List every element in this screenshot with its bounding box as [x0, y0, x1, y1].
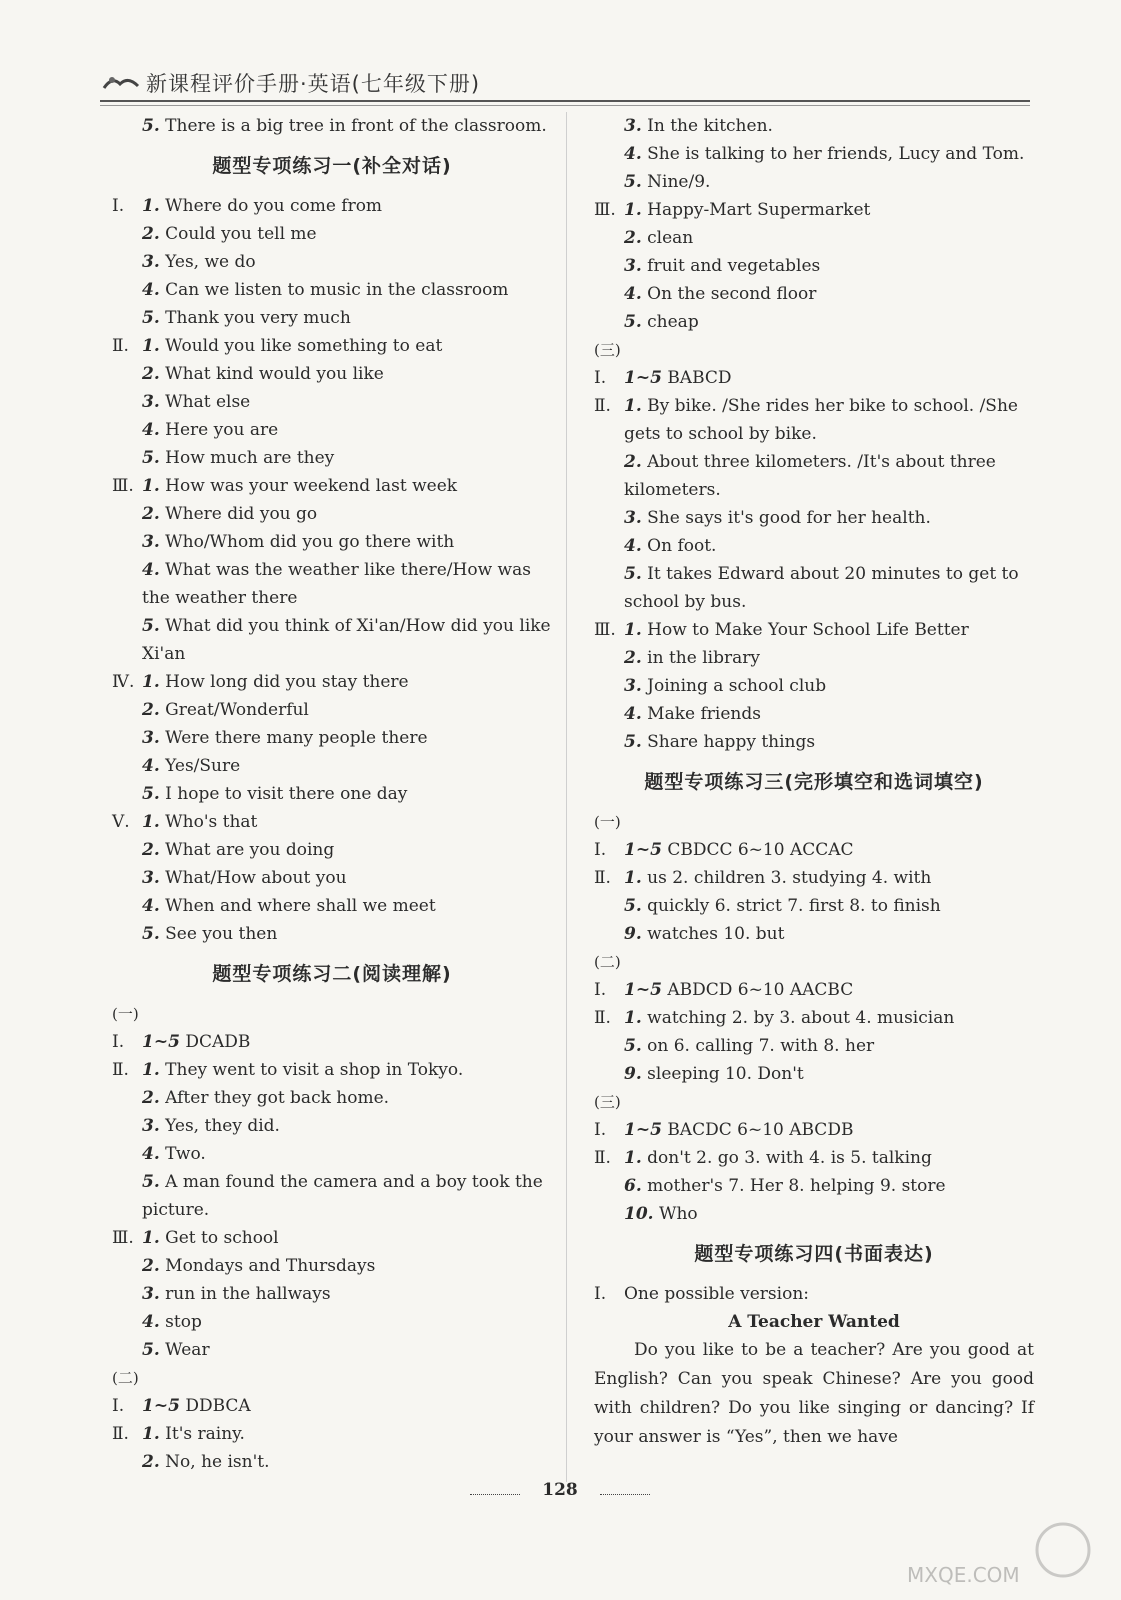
- item-number: 1.: [142, 1228, 160, 1248]
- answer-text: How long did you stay there: [165, 672, 409, 692]
- item-number: 5.: [624, 172, 642, 192]
- header-title: 新课程评价手册·英语(七年级下册): [146, 72, 481, 96]
- answer-text: Yes, they did.: [165, 1116, 280, 1136]
- roman-index: Ⅱ.: [112, 1424, 129, 1444]
- answer-text: BABCD: [667, 368, 732, 388]
- answer-line: [594, 976, 1034, 1004]
- item-number: 1~5: [624, 980, 662, 1000]
- answer-line: [112, 1056, 552, 1084]
- answer-line: [594, 1144, 1034, 1172]
- answer-line: [112, 304, 552, 332]
- answer-line: [112, 696, 552, 724]
- answer-line: [112, 864, 552, 892]
- roman-index: Ⅱ.: [594, 1008, 611, 1028]
- answer-text: Thank you very much: [165, 308, 351, 328]
- answer-text: Mondays and Thursdays: [165, 1256, 376, 1276]
- page-header: [100, 64, 1030, 102]
- roman-index: Ⅰ.: [112, 196, 125, 216]
- answer-line: [594, 140, 1034, 168]
- item-number: 2.: [142, 1088, 160, 1108]
- item-number: 5.: [142, 116, 160, 136]
- answer-line: [112, 1252, 552, 1280]
- answer-text: Joining a school club: [647, 676, 827, 696]
- answer-text: Where did you go: [165, 504, 318, 524]
- answer-line: [594, 836, 1034, 864]
- answer-line: [594, 920, 1034, 948]
- item-number: 1.: [142, 1424, 160, 1444]
- answer-text: When and where shall we meet: [165, 896, 436, 916]
- answer-text: How much are they: [165, 448, 335, 468]
- answer-line: [594, 1004, 1034, 1032]
- item-number: 5.: [624, 732, 642, 752]
- answer-text: No, he isn't.: [165, 1452, 270, 1472]
- answer-text: There is a big tree in front of the classroom.: [165, 116, 547, 136]
- answer-line: [112, 220, 552, 248]
- answer-text: See you then: [165, 924, 278, 944]
- answer-text: DDBCA: [185, 1396, 251, 1416]
- essay-paragraph: Do you like to be a teacher? Are you good at English? Can you speak Chinese? Are you good with children? Do you like singing or dancing? If your answer is “Yes”, then we have: [594, 1340, 1034, 1447]
- answer-line: [594, 532, 1034, 560]
- answer-line: [112, 892, 552, 920]
- answer-line: [594, 700, 1034, 728]
- answer-text: fruit and vegetables: [647, 256, 821, 276]
- answer-text: Nine/9.: [647, 172, 711, 192]
- subsection-label: (一): [594, 813, 621, 831]
- answer-text: A man found the camera and a boy took the picture.: [142, 1172, 543, 1220]
- answer-line: [594, 644, 1034, 672]
- item-number: 4.: [142, 1144, 160, 1164]
- item-number: 1.: [142, 812, 160, 832]
- item-number: 2.: [624, 228, 642, 248]
- item-number: 1.: [142, 336, 160, 356]
- page-number: 128: [542, 1480, 578, 1500]
- answer-line: [112, 1168, 552, 1224]
- section-heading: 题型专项练习四(书面表达): [694, 1243, 934, 1265]
- answer-text: What was the weather like there/How was the weather there: [142, 560, 531, 608]
- item-number: 4.: [142, 560, 160, 580]
- answer-text: It's rainy.: [165, 1424, 245, 1444]
- subsection-label: (一): [112, 1005, 139, 1023]
- item-number: 1.: [624, 396, 642, 416]
- item-number: 2.: [624, 452, 642, 472]
- item-number: 1.: [142, 672, 160, 692]
- item-number: 5.: [624, 896, 642, 916]
- answer-line: [112, 444, 552, 472]
- answer-line: [112, 360, 552, 388]
- answer-line: [112, 192, 552, 220]
- item-number: 3.: [142, 728, 160, 748]
- answer-text: quickly 6. strict 7. first 8. to finish: [647, 896, 941, 916]
- answer-text: Happy-Mart Supermarket: [647, 200, 871, 220]
- answer-line: [594, 308, 1034, 336]
- answer-line: [594, 616, 1034, 644]
- answer-text: ABDCD 6~10 AACBC: [667, 980, 854, 1000]
- answer-text: watches 10. but: [647, 924, 785, 944]
- answer-line: [594, 1200, 1034, 1228]
- answer-line: [112, 556, 552, 612]
- answer-line: [112, 388, 552, 416]
- item-number: 4.: [142, 756, 160, 776]
- answer-text: BACDC 6~10 ABCDB: [667, 1120, 854, 1140]
- answer-text: don't 2. go 3. with 4. is 5. talking: [647, 1148, 932, 1168]
- answer-line: [112, 724, 552, 752]
- roman-index: Ⅲ.: [112, 476, 134, 496]
- item-number: 3.: [624, 256, 642, 276]
- answer-line: [112, 808, 552, 836]
- answer-text: watching 2. by 3. about 4. musician: [647, 1008, 955, 1028]
- item-number: 4.: [142, 896, 160, 916]
- item-number: 4.: [624, 704, 642, 724]
- subsection-label: (三): [594, 1093, 621, 1111]
- item-number: 5.: [142, 1172, 160, 1192]
- answer-line: [112, 612, 552, 668]
- roman-index: Ⅰ.: [594, 840, 607, 860]
- answer-line: [112, 1112, 552, 1140]
- answer-line: [112, 1448, 552, 1476]
- item-number: 2.: [142, 700, 160, 720]
- answer-text: On foot.: [647, 536, 717, 556]
- item-number: 1~5: [624, 1120, 662, 1140]
- item-number: 1~5: [624, 840, 662, 860]
- roman-index: Ⅰ.: [594, 368, 607, 388]
- item-number: 4.: [142, 420, 160, 440]
- answer-line: [594, 1032, 1034, 1060]
- item-number: 9.: [624, 1064, 642, 1084]
- item-number: 3.: [142, 532, 160, 552]
- item-number: 1~5: [624, 368, 662, 388]
- answer-text: After they got back home.: [165, 1088, 390, 1108]
- roman-index: Ⅴ.: [112, 812, 130, 832]
- roman-index: Ⅳ.: [112, 672, 135, 692]
- answer-text: What did you think of Xi'an/How did you like Xi'an: [142, 616, 551, 664]
- right-column: [594, 112, 1034, 1452]
- answer-line: [594, 728, 1034, 756]
- answer-line: [594, 1060, 1034, 1088]
- item-number: 2.: [624, 648, 642, 668]
- answer-text: Yes, we do: [165, 252, 256, 272]
- answer-text: What/How about you: [165, 868, 347, 888]
- answer-line: [594, 560, 1034, 616]
- answer-line: [594, 504, 1034, 532]
- item-number: 1.: [142, 1060, 160, 1080]
- answer-line: [112, 1392, 552, 1420]
- answer-line: [594, 892, 1034, 920]
- item-number: 4.: [624, 144, 642, 164]
- answer-text: Who/Whom did you go there with: [165, 532, 455, 552]
- answer-text: Share happy things: [647, 732, 816, 752]
- roman-index: Ⅰ.: [594, 1120, 607, 1140]
- answer-text: About three kilometers. /It's about three kilometers.: [624, 452, 996, 500]
- answer-line: [112, 528, 552, 556]
- item-number: 1.: [624, 1008, 642, 1028]
- answer-line: [112, 500, 552, 528]
- answer-text: clean: [647, 228, 694, 248]
- item-number: 6.: [624, 1176, 642, 1196]
- item-number: 3.: [624, 676, 642, 696]
- answer-line: [112, 668, 552, 696]
- answer-line: [112, 1224, 552, 1252]
- answer-line: [112, 332, 552, 360]
- subsection-label: (三): [594, 341, 621, 359]
- section-heading: 题型专项练习一(补全对话): [212, 155, 452, 177]
- answer-line: [594, 672, 1034, 700]
- answer-line: [594, 448, 1034, 504]
- roman-index: Ⅱ.: [594, 396, 611, 416]
- answer-text: Here you are: [165, 420, 279, 440]
- answer-line: [112, 1084, 552, 1112]
- answer-line: [594, 168, 1034, 196]
- item-number: 3.: [142, 252, 160, 272]
- item-number: 5.: [624, 564, 642, 584]
- item-number: 2.: [142, 364, 160, 384]
- answer-line: [594, 196, 1034, 224]
- roman-index: Ⅲ.: [594, 620, 616, 640]
- item-number: 3.: [142, 868, 160, 888]
- item-number: 2.: [142, 224, 160, 244]
- item-number: 9.: [624, 924, 642, 944]
- answer-text: Make friends: [647, 704, 761, 724]
- answer-line: [112, 780, 552, 808]
- item-number: 3.: [142, 392, 160, 412]
- answer-line: [112, 1308, 552, 1336]
- essay-title: A Teacher Wanted: [728, 1312, 900, 1332]
- item-number: 1.: [624, 868, 642, 888]
- item-number: 5.: [142, 924, 160, 944]
- item-number: 2.: [142, 504, 160, 524]
- page-footer: [470, 1480, 650, 1510]
- book-logo-icon: [102, 72, 142, 92]
- answer-line: [594, 280, 1034, 308]
- answer-line: [112, 248, 552, 276]
- item-number: 2.: [142, 1452, 160, 1472]
- item-number: 1.: [142, 476, 160, 496]
- answer-line: [112, 416, 552, 444]
- roman-index: Ⅱ.: [594, 868, 611, 888]
- answer-text: Wear: [165, 1340, 210, 1360]
- roman-index: Ⅰ.: [594, 1284, 607, 1304]
- answer-line: [112, 472, 552, 500]
- answer-text: She says it's good for her health.: [647, 508, 931, 528]
- answer-text: I hope to visit there one day: [165, 784, 408, 804]
- watermark-logo: [903, 1520, 1093, 1590]
- answer-text: CBDCC 6~10 ACCAC: [667, 840, 854, 860]
- item-number: 1.: [142, 196, 160, 216]
- answer-text: How was your weekend last week: [165, 476, 458, 496]
- answer-line: [112, 752, 552, 780]
- answer-line: [594, 1280, 1034, 1308]
- item-number: 2.: [142, 1256, 160, 1276]
- answer-text: on 6. calling 7. with 8. her: [647, 1036, 875, 1056]
- answer-text: They went to visit a shop in Tokyo.: [165, 1060, 464, 1080]
- answer-line: [112, 112, 552, 140]
- item-number: 4.: [142, 280, 160, 300]
- answer-text: Would you like something to eat: [165, 336, 443, 356]
- answer-text: It takes Edward about 20 minutes to get to school by bus.: [624, 564, 1019, 612]
- answer-text: in the library: [647, 648, 760, 668]
- answer-text: us 2. children 3. studying 4. with: [647, 868, 932, 888]
- answer-line: [594, 364, 1034, 392]
- answer-text: Who: [658, 1204, 698, 1224]
- answer-text: stop: [165, 1312, 202, 1332]
- answer-line: [594, 392, 1034, 448]
- item-number: 5.: [142, 448, 160, 468]
- answer-line: [594, 1172, 1034, 1200]
- answer-text: Get to school: [165, 1228, 279, 1248]
- answer-text: Could you tell me: [165, 224, 317, 244]
- subsection-label: (二): [112, 1369, 139, 1387]
- answer-text: She is talking to her friends, Lucy and Tom.: [647, 144, 1025, 164]
- answer-text: Were there many people there: [165, 728, 428, 748]
- answer-line: [594, 252, 1034, 280]
- answer-text: sleeping 10. Don't: [647, 1064, 804, 1084]
- answer-line: [594, 1116, 1034, 1144]
- item-number: 2.: [142, 840, 160, 860]
- roman-index: Ⅰ.: [594, 980, 607, 1000]
- answer-text: On the second floor: [647, 284, 817, 304]
- subsection-label: (二): [594, 953, 621, 971]
- roman-index: Ⅰ.: [112, 1396, 125, 1416]
- item-number: 1~5: [142, 1032, 180, 1052]
- answer-text: In the kitchen.: [647, 116, 773, 136]
- left-column: [112, 112, 552, 1476]
- answer-line: [112, 276, 552, 304]
- answer-text: Who's that: [165, 812, 258, 832]
- item-number: 1.: [624, 1148, 642, 1168]
- answer-text: run in the hallways: [165, 1284, 331, 1304]
- answer-text: By bike. /She rides her bike to school. /She gets to school by bike.: [624, 396, 1018, 444]
- answer-line: [112, 836, 552, 864]
- answer-line: [112, 1140, 552, 1168]
- item-number: 1.: [624, 200, 642, 220]
- item-number: 5.: [142, 616, 160, 636]
- roman-index: Ⅱ.: [594, 1148, 611, 1168]
- roman-index: Ⅰ.: [112, 1032, 125, 1052]
- section-heading: 题型专项练习三(完形填空和选词填空): [644, 771, 984, 793]
- item-number: 1~5: [142, 1396, 180, 1416]
- answer-text: What are you doing: [165, 840, 335, 860]
- answer-text: mother's 7. Her 8. helping 9. store: [647, 1176, 946, 1196]
- item-number: 4.: [624, 284, 642, 304]
- item-number: 3.: [142, 1116, 160, 1136]
- item-number: 5.: [624, 1036, 642, 1056]
- item-number: 4.: [142, 1312, 160, 1332]
- item-number: 3.: [142, 1284, 160, 1304]
- watermark-text: MXQE.COM: [907, 1563, 1020, 1587]
- item-number: 5.: [142, 308, 160, 328]
- item-number: 4.: [624, 536, 642, 556]
- answer-text: Can we listen to music in the classroom: [165, 280, 509, 300]
- answer-line: [112, 1420, 552, 1448]
- answer-line: [112, 1336, 552, 1364]
- answer-text: Two.: [165, 1144, 206, 1164]
- item-number: 10.: [624, 1204, 654, 1224]
- answer-text: cheap: [647, 312, 699, 332]
- item-number: 1.: [624, 620, 642, 640]
- answer-line: [112, 1280, 552, 1308]
- answer-text: Yes/Sure: [165, 756, 241, 776]
- answer-line: [594, 224, 1034, 252]
- answer-text: Where do you come from: [165, 196, 383, 216]
- answer-line: [112, 1028, 552, 1056]
- answer-text: What else: [165, 392, 251, 412]
- answer-line: [594, 864, 1034, 892]
- column-divider: [566, 112, 567, 1482]
- answer-line: [594, 112, 1034, 140]
- answer-line: [112, 920, 552, 948]
- item-number: 3.: [624, 116, 642, 136]
- roman-index: Ⅱ.: [112, 336, 129, 356]
- answer-text: One possible version:: [624, 1284, 809, 1304]
- answer-text: How to Make Your School Life Better: [647, 620, 969, 640]
- roman-index: Ⅲ.: [112, 1228, 134, 1248]
- roman-index: Ⅲ.: [594, 200, 616, 220]
- item-number: 5.: [624, 312, 642, 332]
- item-number: 5.: [142, 1340, 160, 1360]
- section-heading: 题型专项练习二(阅读理解): [212, 963, 452, 985]
- answer-text: What kind would you like: [165, 364, 384, 384]
- roman-index: Ⅱ.: [112, 1060, 129, 1080]
- answer-text: Great/Wonderful: [165, 700, 309, 720]
- item-number: 3.: [624, 508, 642, 528]
- answer-text: DCADB: [185, 1032, 251, 1052]
- item-number: 5.: [142, 784, 160, 804]
